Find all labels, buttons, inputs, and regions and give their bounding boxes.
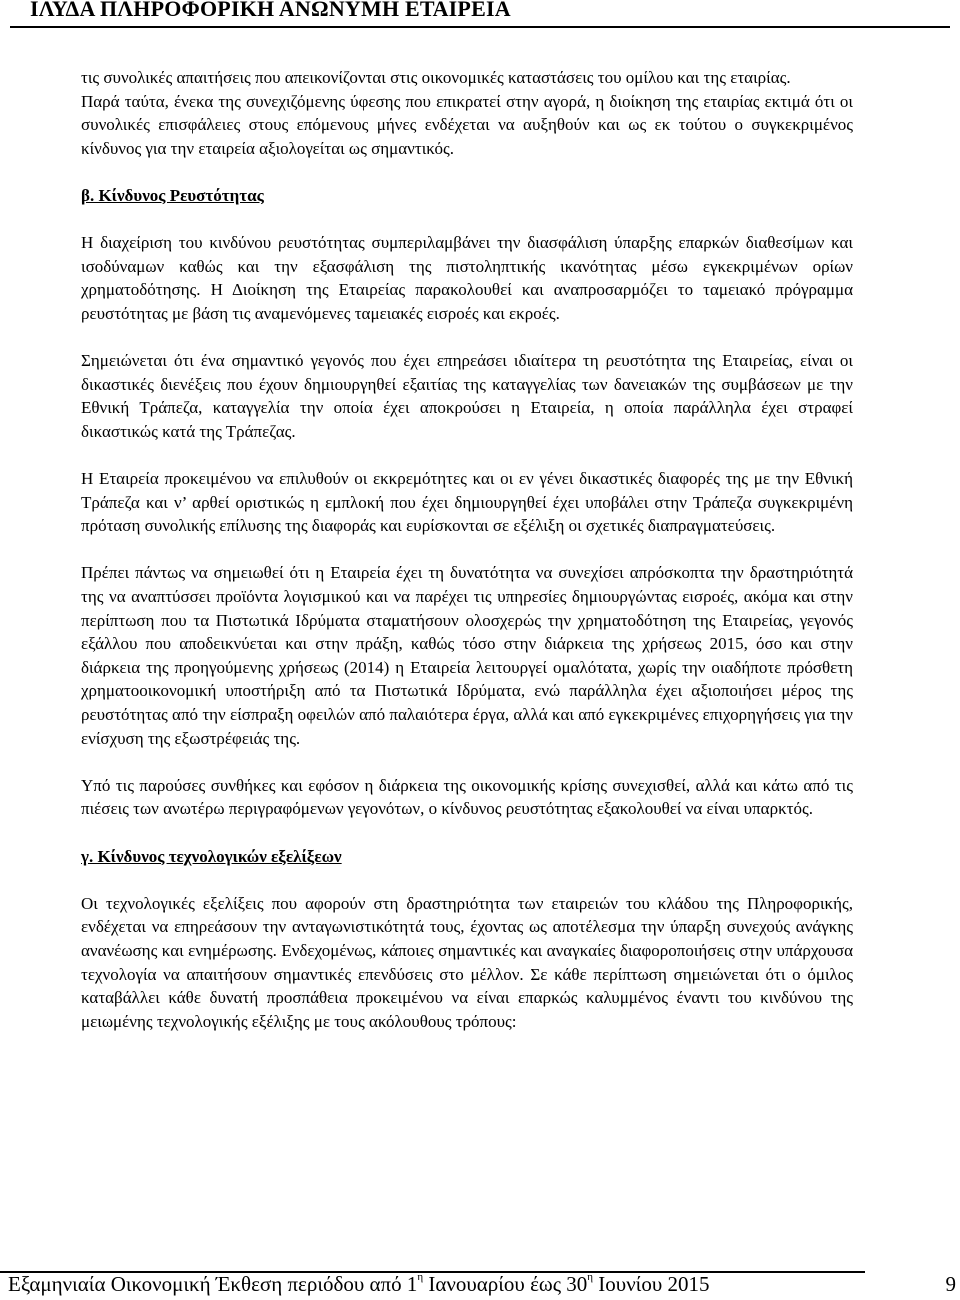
paragraph-recession: Παρά ταύτα, ένεκα της συνεχιζόμενης ύφεσης που επικρατεί στην αγορά, η διοίκηση της εταιρίας εκτιμά ότι οι συνολικές επισφάλειες στους επόμενους μήνες ενδέχεται να αυξηθούν και ως εκ τούτου ο συγκεκριμένος κίνδυνος για την εταιρεία αξιολογείται ως σημαντικός. [81,91,853,158]
page-footer [0,1271,960,1300]
report-middle: Ιανουαρίου έως 30 [423,1272,588,1296]
report-suffix: Ιουνίου 2015 [593,1272,710,1296]
paragraph-continuity: Πρέπει πάντως να σημειωθεί ότι η Εταιρεία έχει τη δυνατότητα να συνεχίσει απρόσκοπτα την δραστηριότητά της να αναπτύσσει προϊόντα λογισμικού και να παρέχει τις υπηρεσίες δημιουργώντας εισροές, ακόμα και στην περίπτωση που τα Πιστωτικά Ιδρύματα σταματήσουν ολοσχερώς την χρηματοδότηση της Εταιρείας, γεγονός εξάλλου που αποδεικνύεται και στην πράξη, καθώς τόσο στην διάρκεια της χρήσεως 2015, όσο και στην διάρκεια της προηγούμενης χρήσεως (2014) η Εταιρεία λειτουργεί ομαλότατα, χωρίς την οιαδήποτε πρόσθετη χρηματοοικονομική υποστήριξη από τα Πιστωτικά Ιδρύματα, ενώ παράλληλα έχει αξιοποιήσει μέρος της ρευστότητας από την είσπραξη οφειλών από παλαιότερα έργα, αλλά και από εγκεκριμένες επιχορηγήσεις για την ενίσχυση της εξωστρέφειάς της. [81,563,853,748]
paragraph-continued: τις συνολικές απαιτήσεις που απεικονίζονται στις οικονομικές καταστάσεις του ομίλου και της εταιρίας. [81,68,791,87]
paragraph-legal-disputes: Σημειώνεται ότι ένα σημαντικό γεγονός που έχει επηρεάσει ιδιαίτερα τη ρευστότητα της Εταιρείας, είναι οι δικαστικές διενέξεις που έχουν δημιουργηθεί εξαιτίας της καταγγελίας των δανειακών της συμβάσεων με την Εθνική Τράπεζα, καταγγελία την οποία έχει αποκρούσει η Εταιρεία, η οποία παράλληλα έχει στραφεί δικαστικώς κατά της Τράπεζας. [81,351,853,441]
report-prefix: Εξαμηνιαία Οικονομική Έκθεση περιόδου από 1 [8,1272,418,1296]
paragraph-liquidity-management: Η διαχείριση του κινδύνου ρευστότητας συμπεριλαμβάνει την διασφάλιση ύπαρξης επαρκών διαθεσίμων και ισοδύναμων καθώς και την εξασφάλιση της πιστοληπτικής ικανότητας μέσω εγκεκριμένων ορίων χρηματοδότησης. Η Διοίκηση της Εταιρείας παρακολουθεί και αναπροσαρμόζει το ταμειακό πρόγραμμα ρευστότητας με βάση τις αναμενόμενες ταμειακές εισροές και εκροές. [81,233,853,323]
document-body [81,66,853,1033]
superscript-end: η [587,1271,594,1283]
company-title: ΙΛΥΔΑ ΠΛΗΡΟΦΟΡΙΚΗ ΑΝΩΝΥΜΗ ΕΤΑΙΡΕΙΑ [30,0,511,21]
paragraph-conditions: Υπό τις παρούσες συνθήκες και εφόσον η διάρκεια της οικονομικής κρίσης συνεχισθεί, αλλά και κάτω από τις πιέσεις των ανωτέρω περιγραφόμενων γεγονότων, ο κίνδυνος ρευστότητας εξακολουθεί να είναι υπαρκτός. [81,775,853,819]
paragraph-technology: Οι τεχνολογικές εξελίξεις που αφορούν στη δραστηριότητα των εταιρειών του κλάδου της Πληροφορικής, ενδέχεται να επηρεάσουν την ανταγωνιστικότητά τους, έχοντας ως αποτέλεσμα την ύπαρξη συνεχούς ανάγκης ανανέωσης και ενημέρωσης. Ενδεχομένως, κάποιες σημαντικές και αναγκαίες διαφοροποιήσεις στην υπάρχουσα τεχνολογία να απαιτήσουν σημαντικές επενδύσεις στο μέλλον. Σε κάθε περίπτωση σημειώνεται ότι ο όμιλος καταβάλλει κάθε δυνατή προσπάθεια προκειμένου να είναι επαρκώς καλυμμένος έναντι του κινδύνου της μειωμένης τεχνολογικής εξέλιξης με τους ακόλουθους τρόπους: [81,893,853,1031]
heading-liquidity-risk: β. Κίνδυνος Ρευστότητας [81,185,264,205]
heading-technology-risk: γ. Κίνδυνος τεχνολογικών εξελίξεων [81,846,342,866]
paragraph-settlement: Η Εταιρεία προκειμένου να επιλυθούν οι εκκρεμότητες και οι εν γένει δικαστικές διαφορές της με την Εθνική Τράπεζα και ν’ αρθεί οριστικώς η εμπλοκή που έχει δημιουργηθεί έχει υποβάλει στην Τράπεζα συγκεκριμένη πρόταση συνολικής επίλυσης της διαφοράς και ευρίσκονται σε εξέλιξη οι σχετικές διαπραγματεύσεις. [81,469,853,536]
superscript-start: η [417,1271,424,1283]
header-divider [10,26,950,28]
page-number: 9 [945,1272,956,1296]
report-period-label [8,1272,709,1297]
